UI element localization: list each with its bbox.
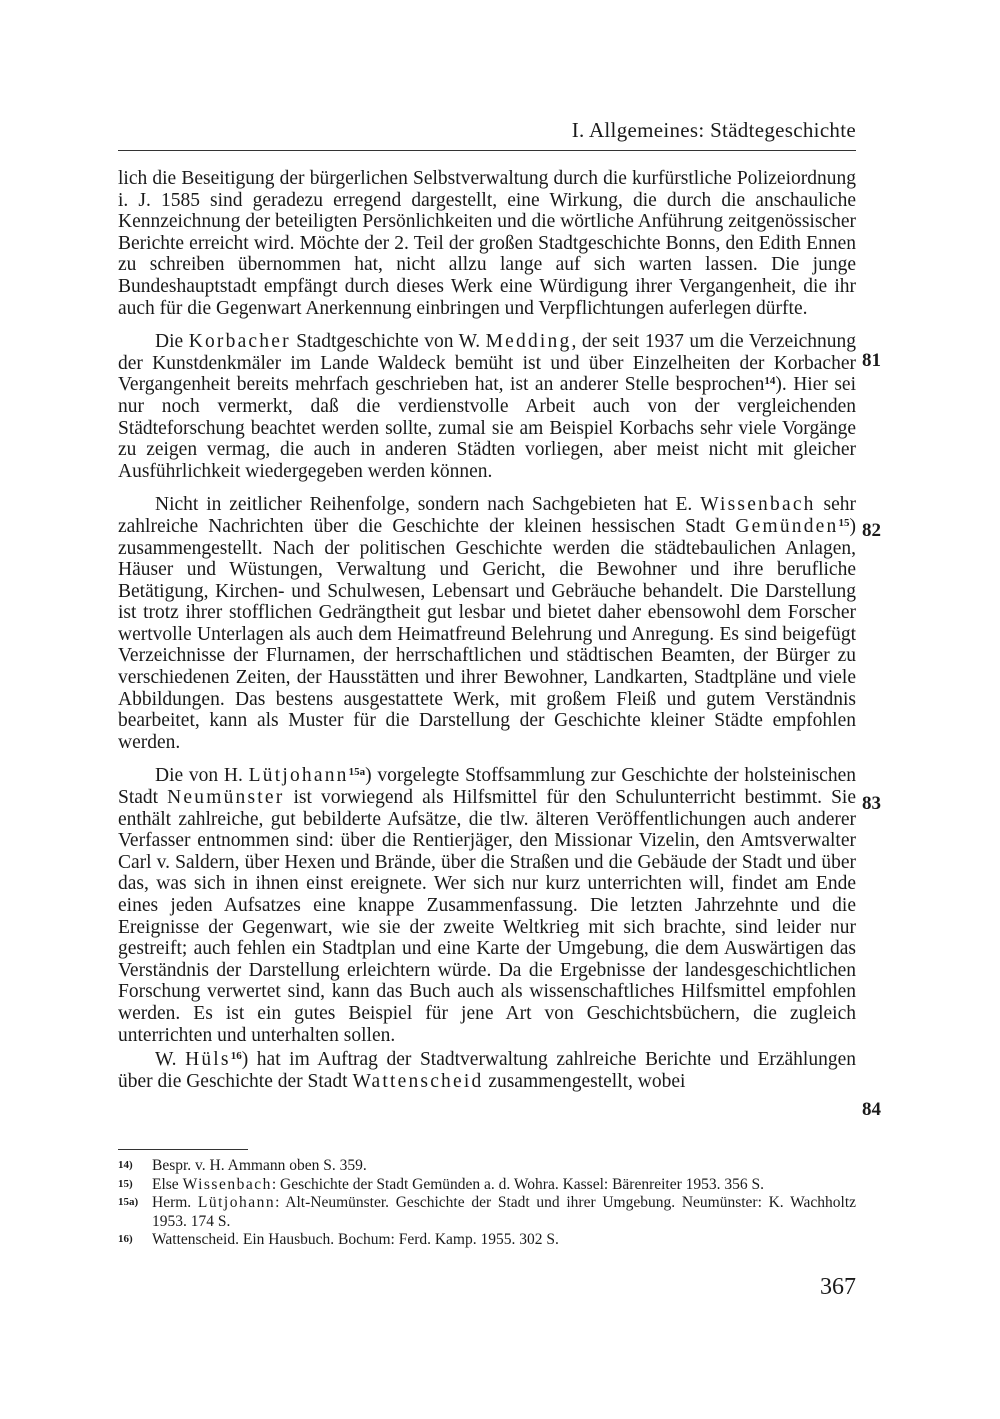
text-run: Nicht in zeitlicher Reihenfolge, sondern nach Sachgebieten hat E. (155, 494, 701, 516)
footnotes (118, 1157, 856, 1250)
text-run: Stadtgeschichte von W. (290, 331, 486, 353)
author-name: Hüls (185, 1049, 231, 1071)
paragraph-neumuenster (118, 765, 856, 1046)
footnote-text (152, 1194, 856, 1231)
text-run: zusammengestellt, wobei (483, 1070, 686, 1092)
place-name: Gemünden (735, 515, 839, 537)
text-run: ) vorgelegte Stoffsammlung zur Geschichte der holsteinischen Stadt (118, 765, 856, 809)
header-rule (118, 150, 856, 151)
footnote-16 (118, 1231, 856, 1250)
footnote-mark: 15a) (118, 1196, 139, 1208)
paragraph-korbach (118, 331, 856, 482)
author-name: Lütjohann (248, 765, 349, 787)
text-run: Die von H. (155, 765, 249, 787)
text-run: Die (155, 331, 189, 353)
footnote-mark: 15) (118, 1177, 133, 1190)
footnote-ref[interactable]: 16 (230, 1050, 242, 1063)
running-header: I. Allgemeines: Städtegeschichte (571, 118, 856, 142)
margin-number: 82 (862, 520, 881, 541)
text-run: Else (152, 1175, 183, 1193)
place-name: Korbacher (188, 331, 291, 353)
text-run: W. (155, 1049, 186, 1071)
author-name: Wissenbach (700, 494, 816, 516)
text-run: ) zusammengestellt. Nach der politischen Geschichte werden die städtebaulichen Anlagen, Häuser und Wüstungen, Verwaltung und Gericht, die Bewohner und ihre berufliche Betätigung, Kirchen- und Schulwesen, Lebensart und Gebräuche behandelt. Die Darstellung ist trotz ihrer stofflichen Gedrängtheit gut lesbar und bietet daher ebensowohl dem Forscher wertvolle Unterlagen als auch dem Heimatfreund Belehrung und Anregung. Es sind beigefügt Verzeichnisse der Flurnamen, der herrschaftlichen und städtischen Beamten, der Bürger zu verschiedenen Zeiten, der Hausstätten und ihrer Bewohner, Landkarten, Stadtpläne und viele Abbildungen. Das bestens ausgestattete Werk, mit großem Fleiß und gutem Verständnis bearbeitet, kann als Muster für die Darstellung der Geschichte kleiner Städte empfohlen werden. (118, 515, 856, 753)
text-run: ) hat im Auftrag der Stadtverwaltung zahlreiche Berichte und Erzählungen über die Geschichte der Stadt (118, 1049, 856, 1092)
footnote-ref[interactable]: 14 (764, 375, 776, 388)
text-run: : Geschichte der Stadt Gemünden a. d. Wohra. Kassel: Bärenreiter 1953. 356 S. (271, 1175, 765, 1193)
text-run: ist vorwiegend als Hilfsmittel für den Schulunterricht bestimmt. Sie enthält zahlreiche, gut bebilderte Aufsätze, die tlw. älteren Veröffentlichungen auch anderer Verfasser entnommen sind: über die Rentierjäger, den Missionar Vizelin, den Amtsverwalter Carl v. Saldern, über Hexen und Brände, über die Straßen und die Gebäude der Stadt und über das, was sich in ihnen einst ereignete. Wer sich nur kurz unterrichten will, findet am Ende eines jeden Aufsatzes eine knappe Zusammenfassung. Die letzten Jahrzehnte und die Ereignisse der Gegenwart, wie sie der zweite Weltkrieg mit sich brachte, sind leider nur gestreift; auch fehlen ein Stadtplan und eine Karte der Umgebung, die dem Auswärtigen das Verständnis der Darstellung erleichtern würde. Da die Ergebnisse der landesgeschichtlichen Forschung verwertet sind, kann das Buch auch als wissenschaftliches Hilfsmittel empfohlen werden. Es ist ein gutes Beispiel für jene Art von Geschichtsbüchern, die zugleich unterrichten und unterhalten sollen. (118, 787, 856, 1046)
footnote-14 (118, 1157, 856, 1176)
paragraph-gemuenden (118, 494, 856, 753)
text-run: Herm. (152, 1194, 198, 1211)
footnote-15a (118, 1194, 856, 1231)
footnote-text: Bespr. v. H. Ammann oben S. 359. (152, 1157, 367, 1174)
footnote-mark: 14) (118, 1159, 133, 1171)
margin-number: 84 (862, 1099, 881, 1120)
author-name: Lütjohann (197, 1194, 276, 1211)
footnote-text (152, 1176, 764, 1195)
page-number: 367 (820, 1274, 856, 1300)
paragraph-wattenscheid (118, 1049, 856, 1092)
place-name: Wattenscheid (352, 1070, 484, 1092)
footnote-ref[interactable]: 15 (838, 516, 850, 529)
text-run: sehr zahlreiche Nachrichten über die Geschichte der kleinen hessischen Stadt (118, 494, 856, 537)
text-run: ). Hier sei nur noch vermerkt, daß die verdienstvolle Arbeit auch von der vergleichenden Städteforschung beachtet werden sollte, zumal sie am Beispiel Korbachs sehr viele Vorgänge zu zeigen vermag, die auch in anderen Städten vorliegen, aber meist nicht mit gleicher Ausführlichkeit wiedergegeben werden können. (118, 374, 857, 482)
footnote-15 (118, 1176, 856, 1195)
author-name: Medding (485, 331, 572, 353)
footnote-ref[interactable]: 15a (348, 766, 366, 779)
text-run: , der seit 1937 um die Verzeichnung der Kunstdenkmäler im Lande Waldeck bemüht ist und über Einzelheiten der Korbacher Vergangenheit bereits mehrfach geschrieben hat, ist an anderer Stelle besprochen (118, 331, 856, 396)
text-run: : Alt-Neumünster. Geschichte der Stadt und ihrer Umgebung. Neumünster: K. Wachholtz 1953. 174 S. (152, 1194, 857, 1230)
footnote-mark: 16) (118, 1233, 133, 1245)
margin-number: 81 (862, 350, 881, 371)
footnote-text: Wattenscheid. Ein Hausbuch. Bochum: Ferd. Kamp. 1955. 302 S. (152, 1231, 559, 1248)
author-name: Wissenbach (182, 1175, 272, 1193)
paragraph-continuation: lich die Beseitigung der bürgerlichen Selbstverwaltung durch die kurfürstliche Polizeiordnung i. J. 1585 sind geradezu erregend dargestellt, eine Wirkung, die durch die anschauliche Kennzeichnung der beteiligten Persönlichkeiten und die wörtliche Anführung zeitgenössischer Berichte erreicht wird. Möchte der 2. Teil der großen Stadtgeschichte Bonns, den Edith Ennen zu schreiben übernommen hat, nicht allzu lange auf sich warten lassen. Die junge Bundeshauptstadt empfängt durch dieses Werk eine Würdigung ihrer Vergangenheit, die ihr auch für die Gegenwart Anerkennung einbringen und Verpflichtungen auferlegen dürfte. (118, 168, 856, 319)
place-name: Neumünster (167, 787, 285, 809)
footnote-rule (118, 1149, 248, 1150)
main-text (118, 168, 856, 1092)
margin-number: 83 (862, 793, 881, 814)
